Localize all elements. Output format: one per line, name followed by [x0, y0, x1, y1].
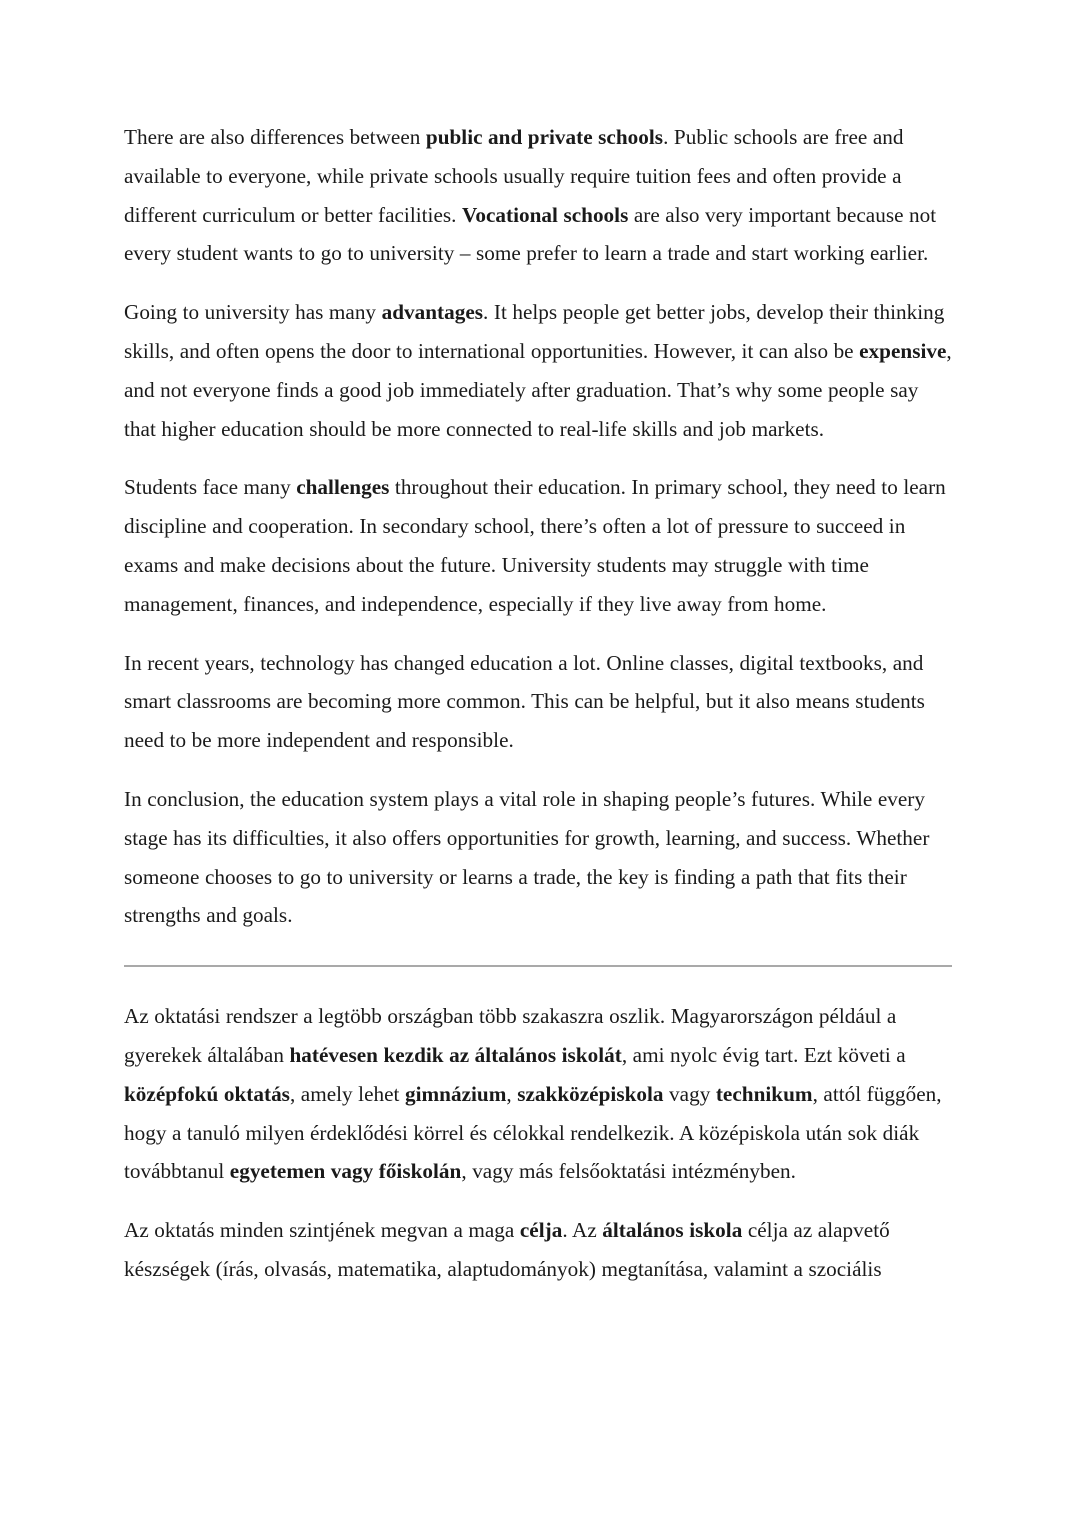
text-run: Going to university has many: [124, 300, 382, 325]
text-run: Az oktatási rendszer a legtöbb országban több szakaszra oszlik. Magyarországon például a gyerekek általában: [124, 1004, 897, 1067]
text-run: . It helps people get better jobs, develop their thinking skills, and often opens the door to international opportunities. However, it can also be: [124, 300, 945, 363]
text-run: There are also differences between: [124, 125, 426, 149]
text-run: Az oktatás minden szintjének megvan a maga: [124, 1218, 520, 1243]
text-run: , amely lehet: [289, 1081, 405, 1106]
paragraph-student-challenges: [124, 468, 952, 623]
text-run: , vagy más felsőoktatási intézményben.: [461, 1159, 796, 1184]
emphasis-run: szakközépiskola: [517, 1081, 664, 1106]
text-run: vagy: [663, 1081, 716, 1106]
paragraph-conclusion: [124, 780, 952, 935]
text-run: , attól függően, hogy a tanuló milyen érdeklődési körrel és célokkal rendelkezik. A középiskola után sok diák továbbtanul: [124, 1081, 942, 1184]
hungarian-section: [124, 997, 952, 1289]
text-run: . Az: [562, 1218, 603, 1243]
paragraph-public-private-schools: [124, 118, 952, 273]
text-run: célja az alapvető készségek (írás, olvasás, matematika, alaptudományok) megtanítása, valamint a szociális: [124, 1218, 890, 1281]
emphasis-run: középfokú oktatás: [124, 1081, 290, 1106]
emphasis-run: advantages: [381, 300, 484, 325]
emphasis-run: expensive: [859, 338, 947, 363]
text-run: throughout their education. In primary school, they need to learn discipline and cooperation. In secondary school, there’s often a lot of pressure to succeed in exams and make decisions about the future. University students may struggle with time management, finances, and independence, especially if they live away from home.: [124, 475, 946, 616]
paragraph-university-advantages: [124, 293, 952, 448]
paragraph-oktatasi-rendszer: [124, 997, 952, 1191]
text-run: , ami nyolc évig tart. Ezt követi a: [621, 1042, 906, 1067]
text-run: ,: [506, 1081, 518, 1106]
emphasis-run: Vocational schools: [461, 202, 629, 227]
paragraph-technology-in-education: [124, 644, 952, 760]
emphasis-run: public and private schools: [425, 125, 664, 149]
text-run: . Public schools are free and available to everyone, while private schools usually require tuition fees and often provide a different curriculum or better facilities.: [124, 125, 904, 227]
emphasis-run: gimnázium: [404, 1081, 507, 1106]
emphasis-run: hatévesen kezdik az általános iskolát: [289, 1042, 622, 1067]
emphasis-run: célja: [519, 1218, 563, 1243]
text-run: Students face many: [124, 475, 297, 500]
emphasis-run: technikum: [715, 1081, 813, 1106]
text-run: In conclusion, the education system plays a vital role in shaping people’s futures. While every stage has its difficulties, it also offers opportunities for growth, learning, and success. Whether someone chooses to go to university or learns a trade, the key is finding a path that fits their strengths and goals.: [124, 786, 930, 928]
paragraph-oktatas-celja: [124, 1211, 952, 1289]
document-content: [124, 118, 952, 1289]
emphasis-run: challenges: [296, 475, 390, 500]
text-run: , and not everyone finds a good job immediately after graduation. That’s why some people say that higher education should be more connected to real-life skills and job markets.: [124, 338, 952, 441]
english-section: [124, 118, 952, 935]
text-run: are also very important because not every student wants to go to university – some prefer to learn a trade and start working earlier.: [124, 202, 937, 266]
text-run: In recent years, technology has changed education a lot. Online classes, digital textbooks, and smart classrooms are becoming more common. This can be helpful, but it also means students need to be more independent and responsible.: [124, 650, 925, 753]
emphasis-run: általános iskola: [602, 1218, 743, 1243]
emphasis-run: egyetemen vagy főiskolán: [229, 1159, 462, 1184]
section-divider: [124, 965, 952, 967]
